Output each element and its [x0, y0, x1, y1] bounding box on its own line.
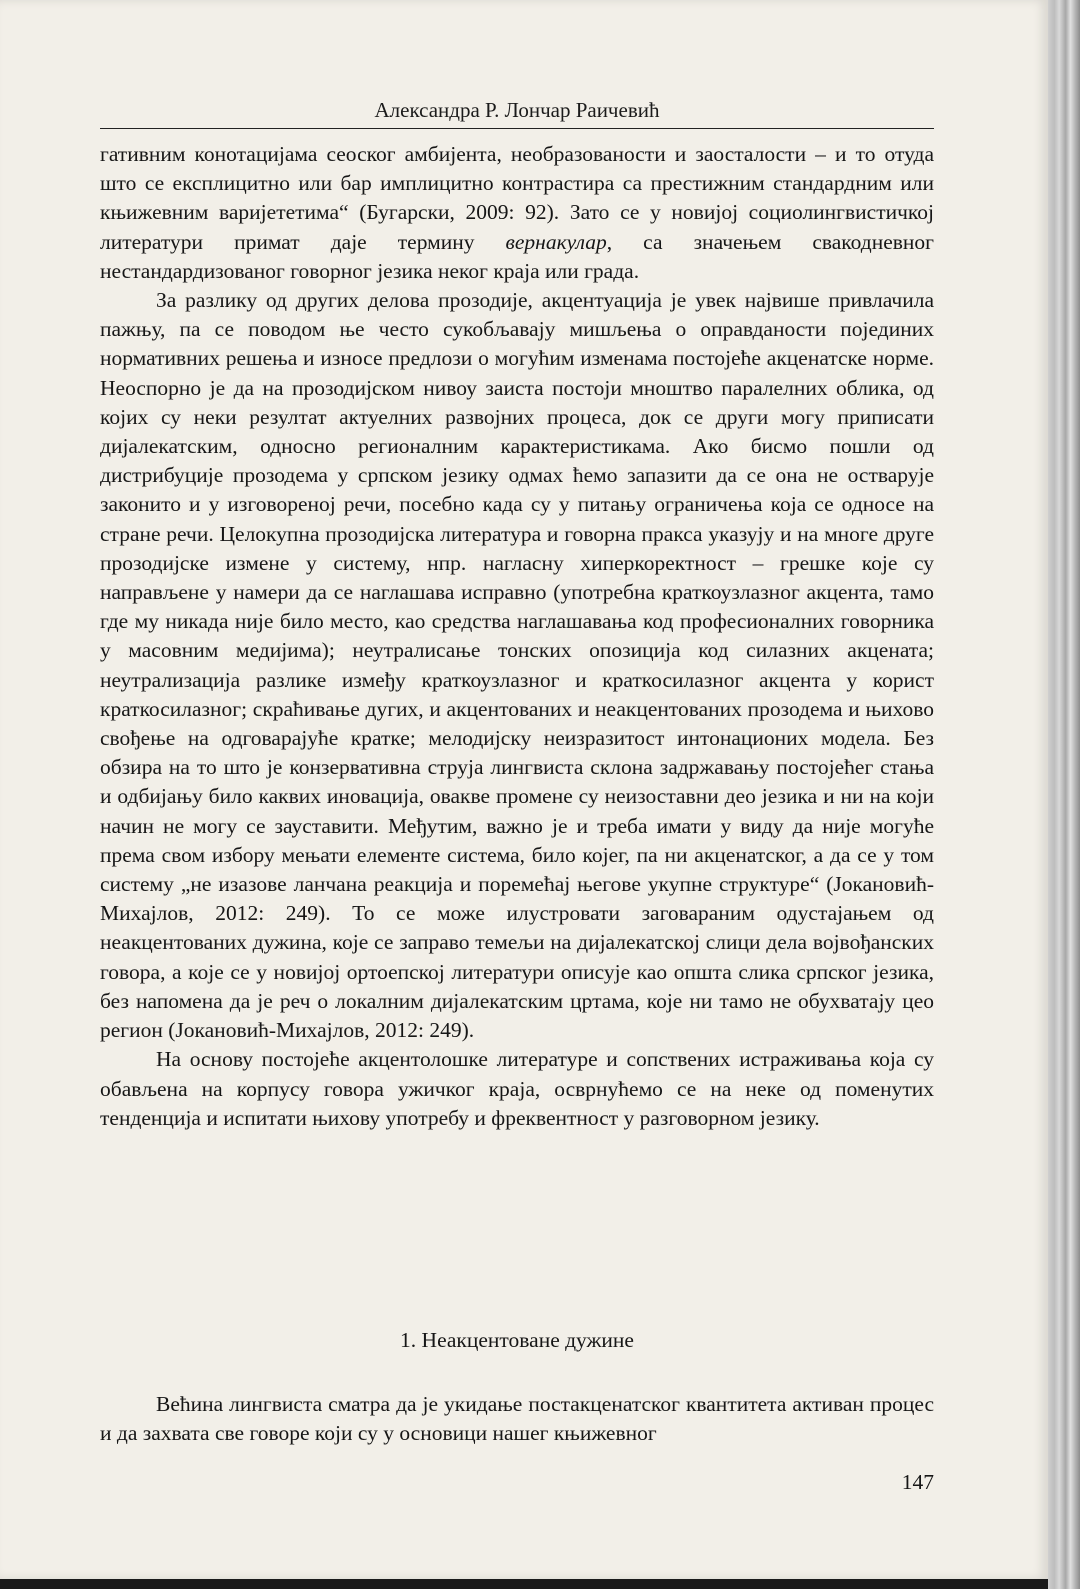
paragraph-3: На основу постојеће акцентолошке литературе и сопствених истраживања која су обављена на корпусу говора ужичког краја, осврнућемо се на неке од поменутих тенденција и испитати њихову употребу и фреквентност у разговорном језику. — [100, 1047, 934, 1130]
running-header: Александра Р. Лончар Раичевић — [374, 98, 660, 122]
paragraph-1-text-a: гативним конотацијама сеоског амбијента, необразованости и заосталости – и то отуда што се експлицитно или бар имплицитно контрастира са престижним стандардним или књижевним варијететима“ (Бугарски, 2009: 92). Зато се у новијој социолингвистичкој литератури примат даје термину — [100, 142, 934, 254]
paragraph-1 — [100, 140, 934, 286]
section-heading: 1. Неакцентоване дужине — [400, 1328, 634, 1352]
page-stack-edge — [1048, 0, 1080, 1589]
paragraph-1-text-b: , са значењем свакодневног нестандардизованог говорног језика неког краја или града. — [100, 229, 934, 283]
page-number: 147 — [901, 1470, 934, 1494]
paragraph-1-italic-term: вернакулар — [505, 229, 607, 254]
section-paragraph: Већина лингвиста сматра да је укидање постакценатског квантитета активан процес и да захвата све говоре који су у основици нашег књижевног — [100, 1392, 934, 1446]
paragraph-2: За разлику од других делова прозодије, акцентуација је увек највише привлачила пажњу, па се поводом ње често сукобљавају мишљења о оправданости појединих нормативних решења и износе предлози о могућим изменама постојеће акценатске норме. Неоспорно је да на прозодијском нивоу заиста постоји мноштво паралелних облика, од којих су неки резултат актуелних развојних процеса, док се други могу приписати дијалекатским, односно регионалним карактеристикама. Ако бисмо пошли од дистрибуције прозодема у српском језику одмах ћемо запазити да се она не остварује законито и у изговореној речи, посебно када су у питању ограничења која се односе на стране речи. Целокупна прозодијска литература и говорна пракса указују и на многе друге прозодијске измене у систему, нпр. нагласну хиперкоректност – грешке које су направљене у намери да се наглашава исправно (употребна краткоузлазног акцента, тамо где му никада није било место, као средства наглашавања код професионалних говорника у масовним медијима); неутралисање тонских опозиција код силазних акцената; неутрализација разлике између краткоузлазног и краткосилазног акцента у корист краткосилазног; скраћивање дугих, и акцентованих и неакцентованих прозодема и њихово свођење на одговарајуће кратке; мелодијску неизразитост интонационих модела. Без обзира на то што је конзервативна струја лингвиста склона задржавању постојећег стања и одбијању било каквих иновација, овакве промене су неизоставни део језика и ни на који начин не могу се зауставити. Међутим, важно је и треба имати у виду да није могуће према свом избору мењати елементе система, било којег, па ни акценатског, а да се у том систему „не изазове ланчана реакција и поремећај његове укупне структуре“ (Јокановић-Михајлов, 2012: 249). То се може илустровати заговараним одустајањем од неакцентованих дужина, које се заправо темељи на дијалекатској слици дела војвођанских говора, а које се у новијој ортоепској литератури описује као општа слика српског језика, без напомена да је реч о локалним дијалекатским цртама, које ни тамо не обухватају цео регион (Јокановић-Михајлов, 2012: 249). — [100, 288, 934, 1043]
header-rule — [100, 128, 934, 129]
main-text — [100, 140, 934, 1133]
